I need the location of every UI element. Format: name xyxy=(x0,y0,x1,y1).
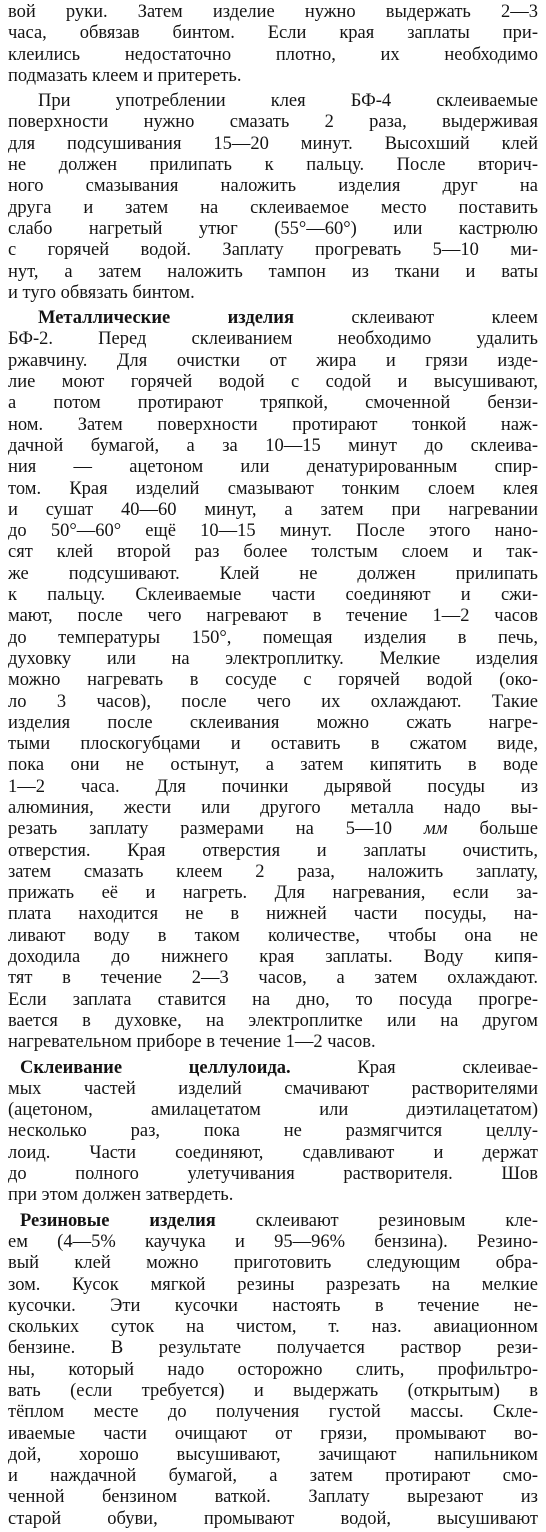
line-text: При употреблении клея БФ-4 склеиваемые xyxy=(38,91,538,112)
text-line xyxy=(8,436,538,457)
text-line xyxy=(8,500,538,521)
line-text: сят клей второй раз более толстым слоем и так- xyxy=(8,542,538,563)
text-line xyxy=(8,755,538,776)
paragraph-p3 xyxy=(8,308,538,1053)
text-line xyxy=(8,862,538,883)
text-line xyxy=(8,947,538,968)
line-text: скольких суток на чистом, т. наз. авиационном xyxy=(8,1317,538,1338)
line-text: плата находится не в нижней части посуды, на- xyxy=(8,904,538,925)
line-text: до температуры 150°, помещая изделия в печь, xyxy=(8,627,538,648)
line-text: бензине. В результате получается раствор рези- xyxy=(8,1338,538,1359)
line-text: подмазать клеем и притереть. xyxy=(8,65,242,86)
text-line xyxy=(8,628,538,649)
text-line xyxy=(8,308,538,329)
text-line xyxy=(8,1143,538,1164)
text-line xyxy=(8,1296,538,1317)
text-line xyxy=(8,198,538,219)
line-text: пока они не остынут, а затем кипятить в воде xyxy=(8,755,538,776)
text-line xyxy=(8,1011,538,1032)
line-text: Края склеивае- xyxy=(290,1057,538,1078)
text-line xyxy=(8,1232,538,1253)
text-line xyxy=(8,176,538,197)
line-text: при этом должен затвердеть. xyxy=(8,1185,234,1206)
paragraph-p2 xyxy=(8,91,538,304)
text-line xyxy=(8,66,538,87)
text-line xyxy=(8,1509,538,1530)
text-line xyxy=(8,1445,538,1466)
line-text: часа, обвязав бинтом. Если края заплаты при- xyxy=(8,23,538,44)
line-text: прижать её и нагреть. Для нагревания, если за- xyxy=(8,883,538,904)
text-line xyxy=(8,1338,538,1359)
text-line xyxy=(8,415,538,436)
line-text-tail: больше xyxy=(447,819,538,840)
line-text: до 50°—60° ещё 10—15 минут. После этого нано- xyxy=(8,521,538,542)
line-text: старой обуви, промывают водой, высушивают xyxy=(8,1508,538,1529)
text-line xyxy=(8,585,538,606)
line-text: ния — ацетоном или денатурированным спир- xyxy=(8,457,538,478)
line-text: к пальцу. Склеиваемые части соединяют и сжи- xyxy=(8,585,538,606)
text-line xyxy=(8,713,538,734)
line-text: слабо нагретый утюг (55°—60°) или кастрюлю xyxy=(8,218,538,239)
text-line xyxy=(8,134,538,155)
text-line xyxy=(8,692,538,713)
text-line xyxy=(8,1275,538,1296)
text-line xyxy=(8,1121,538,1142)
line-text: и туго обвязать бинтом. xyxy=(8,282,195,303)
text-line xyxy=(8,155,538,176)
line-text: ржавчину. Для очистки от жира и грязи изде- xyxy=(8,350,538,371)
line-text: нагревательном приборе в течение 1—2 часов. xyxy=(8,1032,376,1053)
line-text: ного смазывания наложить изделия друг на xyxy=(8,176,538,197)
text-line xyxy=(8,372,538,393)
text-line xyxy=(8,1360,538,1381)
line-text: можно нагревать в сосуде с горячей водой (око- xyxy=(8,670,538,691)
line-text: зом. Кусок мягкой резины разрезать на мелкие xyxy=(8,1274,538,1295)
text-line xyxy=(8,777,538,798)
line-text: вой руки. Затем изделие нужно выдержать 2—3 xyxy=(8,2,538,22)
line-text: склеивают резиновым кле- xyxy=(215,1210,538,1231)
text-line xyxy=(8,841,538,862)
line-text: тыми плоскогубцами и оставить в сжатом виде, xyxy=(8,734,538,755)
text-line xyxy=(8,240,538,261)
text-line xyxy=(8,883,538,904)
text-line xyxy=(8,564,538,585)
text-line xyxy=(8,798,538,819)
line-text: алюминия, жести или другого металла надо вы- xyxy=(8,797,538,818)
line-text: до полного улетучивания растворителя. Шов xyxy=(8,1164,538,1185)
text-line xyxy=(8,1164,538,1185)
text-line xyxy=(8,45,538,66)
text-line xyxy=(8,1032,538,1053)
bold-heading: Склеивание целлулоида. xyxy=(20,1057,291,1078)
line-text: Если заплата ставится на дно, то посуда прогре- xyxy=(8,989,538,1010)
text-column xyxy=(8,2,538,1530)
line-text: (ацетоном, амилацетатом или диэтилацетатом) xyxy=(8,1100,538,1121)
text-line xyxy=(8,1381,538,1402)
text-line xyxy=(8,23,538,44)
line-text: с горячей водой. Заплату прогревать 5—10 ми- xyxy=(8,240,538,261)
line-text: ны, который надо осторожно слить, профильтро- xyxy=(8,1359,538,1380)
line-text: лоид. Части соединяют, сдавливают и держат xyxy=(8,1142,538,1163)
text-line xyxy=(8,819,538,840)
text-line xyxy=(8,393,538,414)
line-text: ченной бензином ваткой. Заплату вырезают из xyxy=(8,1487,538,1508)
line-text: дачной бумагой, а за 10—15 минут до склеива- xyxy=(8,435,538,456)
line-text: а потом протирают тряпкой, смоченной бензи- xyxy=(8,393,538,414)
line-text: ло 3 часов), после чего их охлаждают. Такие xyxy=(8,691,538,712)
text-line xyxy=(8,2,538,23)
text-line xyxy=(8,1253,538,1274)
paragraph-p4 xyxy=(8,1058,538,1207)
line-text: склеивают клеем xyxy=(293,308,538,329)
line-text: ем (4—5% каучука и 95—96% бензина). Резино- xyxy=(8,1231,538,1252)
text-line xyxy=(8,1100,538,1121)
line-text: доходила до нижнего края заплаты. Воду кипя- xyxy=(8,947,538,968)
line-text: для подсушивания 15—20 минут. Высохший клей xyxy=(8,133,538,154)
paragraph-p1 xyxy=(8,2,538,87)
line-text: том. Края изделий смазывают тонким слоем клея xyxy=(8,478,538,499)
text-line xyxy=(8,1466,538,1487)
text-line xyxy=(8,1402,538,1423)
text-line xyxy=(8,283,538,304)
text-line xyxy=(8,457,538,478)
text-line xyxy=(8,926,538,947)
line-text: и сушат 40—60 минут, а затем при нагревании xyxy=(8,499,538,520)
line-text: изделия после склеивания можно сжать нагре- xyxy=(8,712,538,733)
line-text: ливают воду в таком количестве, чтобы она не xyxy=(8,925,538,946)
line-text: клеились недостаточно плотно, их необходимо xyxy=(8,44,538,65)
line-text: несколько раз, пока не размягчится целлу- xyxy=(8,1121,538,1142)
text-line xyxy=(8,990,538,1011)
line-text: поверхности нужно смазать 2 раза, выдерживая xyxy=(8,112,538,133)
line-text: вый клей можно приготовить следующим обра- xyxy=(8,1253,538,1274)
line-text: не должен прилипать к пальцу. После вторич- xyxy=(8,155,538,176)
line-text: друга и затем на склеиваемое место поставить xyxy=(8,197,538,218)
line-text: БФ-2. Перед склеиванием необходимо удалить xyxy=(8,329,538,350)
line-text: тят в течение 2—3 часов, а затем охлаждают. xyxy=(8,968,538,989)
line-text: духовку или на электроплитку. Мелкие изделия xyxy=(8,648,538,669)
text-line xyxy=(8,542,538,563)
line-text: вать (если требуется) и выдержать (открытым) в xyxy=(8,1381,538,1401)
text-line xyxy=(8,1424,538,1445)
text-line xyxy=(8,219,538,240)
text-line xyxy=(8,521,538,542)
line-text: мают, после чего нагревают в течение 1—2 часов xyxy=(8,606,538,627)
line-text: мых частей изделий смачивают растворителями xyxy=(8,1078,538,1099)
line-text: вается в духовке, на электроплитке или на другом xyxy=(8,1010,538,1031)
line-text: иваемые части очищают от грязи, промывают во- xyxy=(8,1423,538,1444)
text-line xyxy=(8,351,538,372)
text-line xyxy=(8,1317,538,1338)
unit-text: мм xyxy=(423,819,448,840)
line-text: дой, хорошо высушивают, зачищают напильником xyxy=(8,1444,538,1465)
text-line xyxy=(8,329,538,350)
text-line xyxy=(8,112,538,133)
line-text: отверстия. Края отверстия и заплаты очистить, xyxy=(8,840,538,861)
text-line xyxy=(8,734,538,755)
paragraph-p5 xyxy=(8,1211,538,1530)
text-line xyxy=(8,904,538,925)
line-text: и наждачной бумагой, а затем протирают смо- xyxy=(8,1466,538,1487)
text-line xyxy=(8,1079,538,1100)
text-line xyxy=(8,1058,538,1079)
line-text: нут, а затем наложить тампон из ткани и ваты xyxy=(8,261,538,282)
text-line xyxy=(8,649,538,670)
bold-heading: Металлические изделия xyxy=(38,308,294,329)
text-line xyxy=(8,262,538,283)
bold-heading: Резиновые изделия xyxy=(20,1210,216,1231)
text-line xyxy=(8,1185,538,1206)
line-text: же подсушивают. Клей не должен прилипать xyxy=(8,563,538,584)
text-line xyxy=(8,479,538,500)
line-text: лие моют горячей водой с содой и высушивают, xyxy=(8,372,538,393)
text-line xyxy=(8,968,538,989)
text-line xyxy=(8,91,538,112)
text-line xyxy=(8,1211,538,1232)
line-text: тёплом месте до получения густой массы. Скле- xyxy=(8,1402,538,1423)
line-text: затем смазать клеем 2 раза, наложить заплату, xyxy=(8,861,538,882)
text-line xyxy=(8,1487,538,1508)
line-text: резать заплату размерами на 5—10 xyxy=(8,819,424,840)
line-text: ном. Затем поверхности протирают тонкой наж- xyxy=(8,414,538,435)
line-text: кусочки. Эти кусочки настоять в течение не- xyxy=(8,1295,538,1316)
text-line xyxy=(8,606,538,627)
line-text: 1—2 часа. Для починки дырявой посуды из xyxy=(8,776,538,797)
text-line xyxy=(8,670,538,691)
